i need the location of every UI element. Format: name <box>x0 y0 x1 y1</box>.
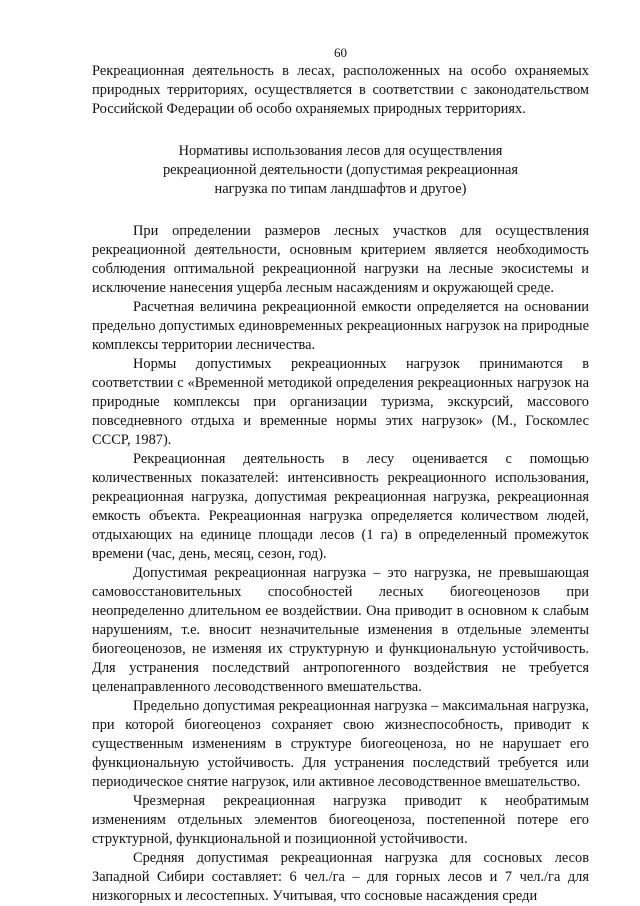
paragraph-max-permissible-load: Предельно допустимая рекреационная нагрузка – максимальная нагрузка, при которой биогеоценоз сохраняет свою жизнеспособность, приводит к существенным изменениям в структуре биогеоценоза, но не нарушает его функциональную устойчивость. Для устранения последствий требуется или периодическое снятие нагрузок, или активное лесоводственное вмешательство. <box>92 698 589 790</box>
page-number: 60 <box>334 45 347 60</box>
section-title-line-3: нагрузка по типам ландшафтов и другое) <box>214 181 467 197</box>
paragraph-permissible-load: Допустимая рекреационная нагрузка – это нагрузка, не превышающая самовосстановительных способностей лесных биогеоценозов при неопределенно длительном ее воздействии. Она приводит в основном к слабым нарушениям, т.е. вносит незначительные изменения в отдельные элементы биогеоценозов, не изменяя их структурную и функциональную устойчивость. Для устранения последствий антропогенного воздействия не требуется целенаправленного лесоводственного вмешательства. <box>92 565 589 695</box>
intro-block <box>92 62 589 119</box>
paragraph-norms: Нормы допустимых рекреационных нагрузок принимаются в соответствии с «Временной методикой определения рекреационных нагрузок на природные комплексы при организации туризма, экскурсий, массового повседневного отдыха и временные нормы этих нагрузок» (М., Госкомлес СССР, 1987). <box>92 356 589 448</box>
paragraph-capacity: Расчетная величина рекреационной емкости определяется на основании предельно допустимых единовременных рекреационных нагрузок на природные комплексы территории лесничества. <box>92 299 589 353</box>
paragraph-indicators: Рекреационная деятельность в лесу оценивается с помощью количественных показателей: интенсивность рекреационного использования, рекреационная нагрузка, допустимая рекреационная нагрузка, рекреационная емкость объекта. Рекреационная нагрузка определяется количеством людей, отдыхающих на единице площади лесов (1 га) в определенный промежуток времени (час, день, месяц, сезон, год). <box>92 451 589 562</box>
body-text <box>92 222 589 906</box>
paragraph-criteria: При определении размеров лесных участков для осуществления рекреационной деятельности, основным критерием является необходимость соблюдения оптимальной рекреационной нагрузки на лесные экосистемы и исключение нанесения ущерба лесным насаждениям и окружающей среде. <box>92 223 589 296</box>
section-title-line-1: Нормативы использования лесов для осуществления <box>178 143 503 159</box>
paragraph-excessive-load: Чрезмерная рекреационная нагрузка приводит к необратимым изменениям отдельных элементов биогеоценоза, постепенной потере его структурной, функциональной и позиционной устойчивости. <box>92 793 589 847</box>
intro-paragraph: Рекреационная деятельность в лесах, расположенных на особо охраняемых природных территориях, осуществляется в соответствии с законодательством Российской Федерации об особо охраняемых природных территориях. <box>92 63 589 117</box>
section-title <box>92 142 589 199</box>
paragraph-average-load: Средняя допустимая рекреационная нагрузка для сосновых лесов Западной Сибири составляет: 6 чел./га – для горных лесов и 7 чел./га для низкогорных и лесостепных. Учитывая, что сосновые насаждения среди <box>92 850 589 904</box>
section-title-line-2: рекреационной деятельности (допустимая рекреационная <box>162 162 519 178</box>
